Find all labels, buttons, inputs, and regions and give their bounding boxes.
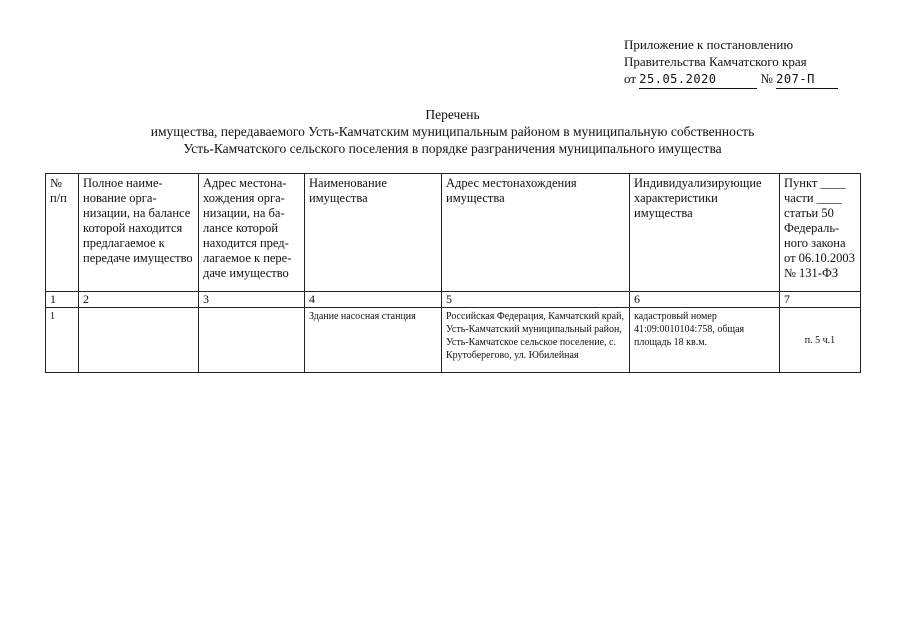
header-org-address: Адрес местона-хождения орга-низации, на ба-лансе которой находится пред-лагаемое к пере-даче имущество [199,174,305,292]
from-label: от [624,71,637,86]
decree-date: 25.05.2020 [639,71,757,89]
cell-property-address: Российская Федерация, Камчатский край, Усть-Камчатский муниципальный район, Усть-Камчатское сельское поселение, с. Крутоберегово, ул. Юбилейная [442,308,630,373]
cell-organization [79,308,199,373]
header-num: № п/п [46,174,79,292]
appendix-header [624,36,838,89]
header-organization: Полное наиме-нование орга-низации, на балансе которой находится предлагаемое к передаче имущество [79,174,199,292]
column-number: 1 [46,292,79,308]
document-title [0,106,905,157]
cell-characteristics: кадастровый номер 41:09:0010104:758, общая площадь 18 кв.м. [630,308,780,373]
header-characteristics: Индивидуализирующие характеристики имущества [630,174,780,292]
appendix-date-line [624,70,838,89]
header-property-name: Наименование имущества [305,174,442,292]
column-number: 4 [305,292,442,308]
decree-number: 207-П [776,71,838,89]
property-table [45,173,861,373]
header-clause: Пункт ____ части ____ статьи 50 Федераль-ного закона от 06.10.2003 № 131-ФЗ [780,174,861,292]
title-line-3: Усть-Камчатского сельского поселения в порядке разграничения муниципального имущества [183,141,722,156]
appendix-line-2: Правительства Камчатского края [624,54,807,69]
column-numbers-row [46,292,861,308]
header-property-address: Адрес местонахождения имущества [442,174,630,292]
column-number: 2 [79,292,199,308]
column-number: 6 [630,292,780,308]
table-header-row [46,174,861,292]
table-row [46,308,861,373]
title-line-2: имущества, передаваемого Усть-Камчатским муниципальным районом в муниципальную собственность [150,124,755,139]
column-number: 5 [442,292,630,308]
cell-org-address [199,308,305,373]
title-line-1: Перечень [425,107,480,122]
cell-num: 1 [46,308,79,373]
column-number: 7 [780,292,861,308]
appendix-line-1: Приложение к постановлению [624,37,794,52]
cell-clause: п. 5 ч.1 [780,308,861,373]
column-number: 3 [199,292,305,308]
number-label: № [760,71,773,86]
cell-property-name: Здание насосная станция [305,308,442,373]
